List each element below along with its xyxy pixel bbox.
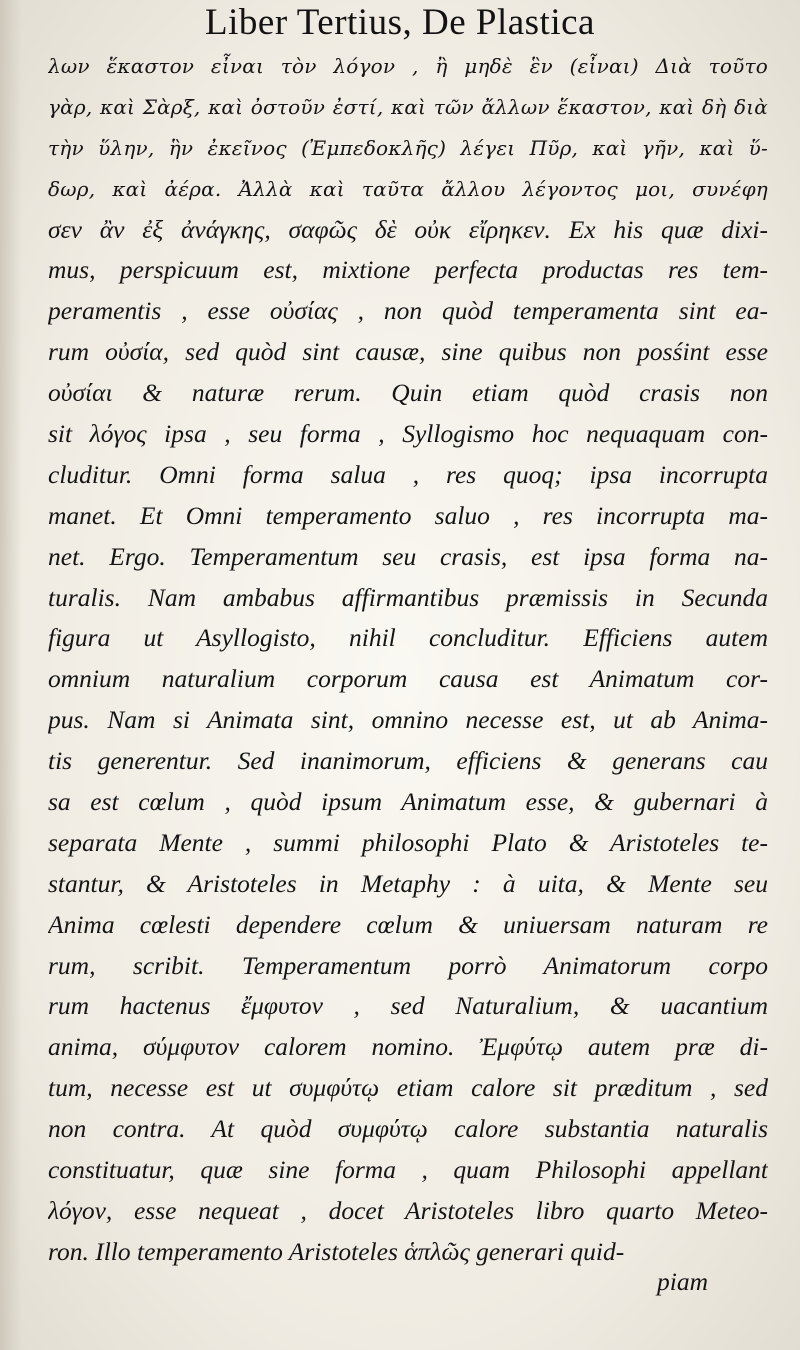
- text-line: manet. Et Omni temperamento saluo , res incorrupta ma-: [48, 500, 768, 530]
- body-text: [48, 46, 768, 1273]
- text-line: ron. Illo temperamento Aristoteles ἁπλῶς generari quid-: [48, 1236, 625, 1266]
- text-line: turalis. Nam ambabus affirmantibus præmissis in Secunda: [48, 582, 768, 612]
- running-title: Liber Tertius, De Plastica: [205, 2, 595, 43]
- text-line: sa est cœlum , quòd ipsum Animatum esse, & gubernari à: [48, 787, 768, 817]
- text-line: τὴν ὕλην, ἣν ἐκεῖνος (Ἐμπεδοκλῆς) λέγει Πῦρ, καὶ γῆν, καὶ ὕ-: [48, 135, 768, 160]
- text-line: figura ut Asyllogisto, nihil concluditur. Efficiens autem: [48, 623, 768, 653]
- text-line: stantur, & Aristoteles in Metaphy : à uita, & Mente seu: [48, 868, 768, 898]
- text-line: pus. Nam si Animata sint, omnino necesse est, ut ab Anima-: [48, 705, 768, 735]
- text-line: λων ἕκαστον εἶναι τὸν λόγον , ἢ μηδὲ ἓν (εἶναι) Διὰ τοῦτο: [48, 54, 768, 78]
- text-line: constituatur, quæ sine forma , quam Philosophi appellant: [48, 1155, 768, 1185]
- text-line: non contra. At quòd συμφύτῳ calore substantia naturalis: [48, 1114, 768, 1144]
- text-line: σεν ἂν ἐξ ἀνάγκης, σαφῶς δὲ οὐκ εἴρηκεν. Ex his quæ dixi-: [48, 214, 768, 244]
- text-line: rum, scribit. Temperamentum porrò Animatorum corpo: [48, 950, 768, 980]
- text-line: mus, perspicuum est, mixtione perfecta productas res tem-: [48, 255, 768, 285]
- text-line: λόγον, esse nequeat , docet Aristoteles libro quarto Meteo-: [48, 1195, 768, 1225]
- text-line: peramentis , esse οὐσίας , non quòd temperamenta sint ea-: [48, 296, 768, 326]
- text-line: separata Mente , summi philosophi Plato & Aristoteles te-: [48, 827, 768, 857]
- text-line: οὐσίαι & naturæ rerum. Quin etiam quòd crasis non: [48, 378, 768, 408]
- text-line: tum, necesse est ut συμφύτῳ etiam calore sit præditum , sed: [48, 1073, 768, 1103]
- text-line: rum οὐσία, sed quòd sint causæ, sine quibus non posśint esse: [48, 337, 768, 367]
- text-line: cluditur. Omni forma salua , res quoq; ipsa incorrupta: [48, 459, 768, 489]
- text-line: sit λόγος ipsa , seu forma , Syllogismo hoc nequaquam con-: [48, 419, 768, 449]
- text-line: γὰρ, καὶ Σὰρξ, καὶ ὀστοῦν ἐστί, καὶ τῶν ἄλλων ἕκαστον, καὶ δὴ διὰ: [48, 94, 768, 119]
- catchword: piam: [657, 1267, 708, 1296]
- text-line: Anima cœlesti dependere cœlum & uniuersam naturam re: [48, 909, 768, 939]
- page-gutter-shadow: [0, 0, 22, 1350]
- text-line: rum hactenus ἔμφυτον , sed Naturalium, & uacantium: [48, 991, 768, 1021]
- text-line: δωρ, καὶ ἀέρα. Ἀλλὰ καὶ ταῦτα ἄλλου λέγοντος μοι, συνέφη: [48, 176, 768, 201]
- text-line: anima, σύμφυτον calorem nomino. Ἐμφύτῳ autem præ di-: [48, 1032, 768, 1062]
- text-line: omnium naturalium corporum causa est Animatum cor-: [48, 664, 768, 694]
- text-line: net. Ergo. Temperamentum seu crasis, est ipsa forma na-: [48, 541, 768, 571]
- text-line: tis generentur. Sed inanimorum, efficiens & generans cau: [48, 746, 768, 776]
